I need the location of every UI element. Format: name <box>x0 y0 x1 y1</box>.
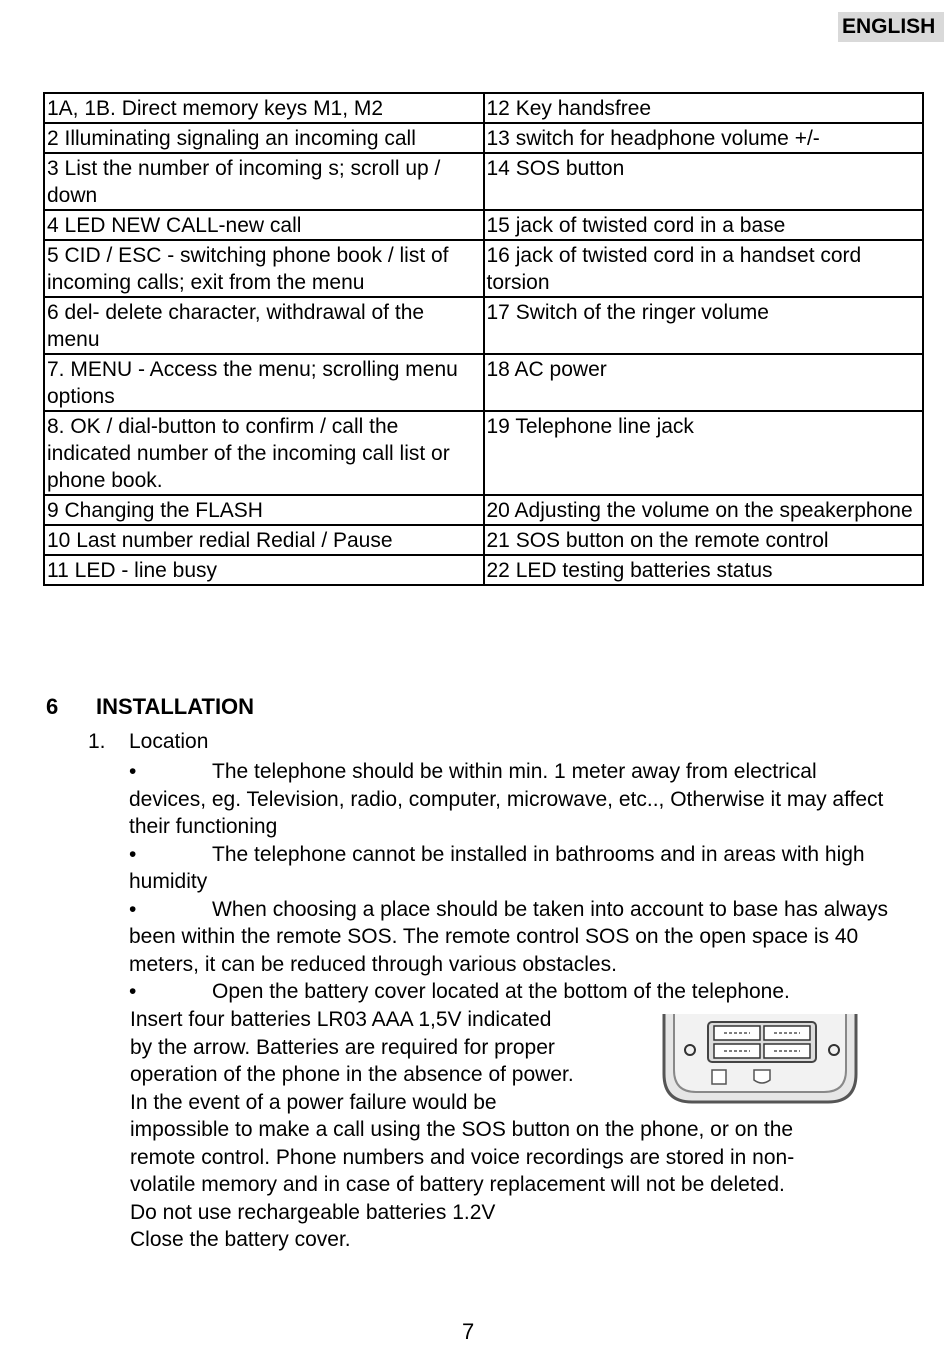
battery-line: by the arrow. Batteries are required for proper <box>130 1035 555 1059</box>
key-cell-right: 13 switch for headphone volume +/- <box>484 123 924 153</box>
table-row <box>44 411 923 495</box>
bullet-text: The telephone should be within min. 1 meter away from electrical devices, eg. Television, radio, computer, microwave, etc.., Otherwise it may affect their functioning <box>129 760 884 838</box>
battery-line: Insert four batteries LR03 AAA 1,5V indicated <box>130 1008 552 1031</box>
table-row <box>44 123 923 153</box>
table-row <box>44 354 923 411</box>
key-cell-right: 19 Telephone line jack <box>484 411 924 495</box>
bullet-item <box>129 978 899 1006</box>
table-row <box>44 153 923 210</box>
bullet-text: The telephone cannot be installed in bathrooms and in areas with high humidity <box>129 842 865 893</box>
item-number: 1. <box>88 730 106 753</box>
language-label: ENGLISH <box>838 12 944 42</box>
key-cell-left: 11 LED - line busy <box>44 555 484 585</box>
key-cell-right: 12 Key handsfree <box>484 93 924 123</box>
battery-compartment-image <box>658 1012 862 1104</box>
section-number: 6 <box>46 694 59 719</box>
bullet-item <box>129 841 899 896</box>
bullet-icon: • <box>129 842 137 866</box>
bullet-icon: • <box>129 760 137 783</box>
key-cell-right: 22 LED testing batteries status <box>484 555 924 585</box>
battery-line: Do not use rechargeable batteries 1.2V <box>130 1200 496 1224</box>
key-description-table <box>43 92 924 586</box>
key-cell-left: 4 LED NEW CALL-new call <box>44 210 484 240</box>
bullet-icon: • <box>129 897 137 921</box>
table-row <box>44 495 923 525</box>
section-title: INSTALLATION <box>96 694 255 719</box>
key-cell-right: 17 Switch of the ringer volume <box>484 297 924 354</box>
bullet-item <box>129 896 899 979</box>
table-row <box>44 93 923 123</box>
key-cell-left: 1A, 1B. Direct memory keys M1, M2 <box>44 93 484 123</box>
key-cell-left: 5 CID / ESC - switching phone book / list of incoming calls; exit from the menu <box>44 240 484 297</box>
key-cell-left: 10 Last number redial Redial / Pause <box>44 525 484 555</box>
bullet-list <box>129 758 899 1006</box>
key-cell-left: 9 Changing the FLASH <box>44 495 484 525</box>
battery-line: operation of the phone in the absence of power. <box>130 1063 574 1086</box>
item-title: Location <box>129 730 209 753</box>
key-cell-right: 20 Adjusting the volume on the speakerphone <box>484 495 924 525</box>
table-row <box>44 297 923 354</box>
key-cell-left: 3 List the number of incoming s; scroll up / down <box>44 153 484 210</box>
table-row <box>44 210 923 240</box>
key-cell-right: 15 jack of twisted cord in a base <box>484 210 924 240</box>
battery-line: volatile memory and in case of battery replacement will not be deleted. <box>130 1173 785 1196</box>
page-number: 7 <box>462 1319 475 1344</box>
key-cell-left: 7. MENU - Access the menu; scrolling menu options <box>44 354 484 411</box>
battery-line: In the event of a power failure would be <box>130 1090 497 1114</box>
key-cell-left: 2 Illuminating signaling an incoming call <box>44 123 484 153</box>
battery-line: remote control. Phone numbers and voice recordings are stored in non- <box>130 1145 795 1169</box>
key-cell-right: 14 SOS button <box>484 153 924 210</box>
key-cell-right: 18 AC power <box>484 354 924 411</box>
key-cell-right: 21 SOS button on the remote control <box>484 525 924 555</box>
battery-line: impossible to make a call using the SOS button on the phone, or on the <box>130 1118 794 1141</box>
bullet-text: Open the battery cover located at the bottom of the telephone. <box>212 980 790 1003</box>
table-row <box>44 240 923 297</box>
list-item-location <box>88 730 208 754</box>
bullet-text: When choosing a place should be taken into account to base has always been within the remote SOS. The remote control SOS on the open space is 40 meters, it can be reduced through various obstacles. <box>129 897 888 976</box>
key-cell-left: 8. OK / dial-button to confirm / call the indicated number of the incoming call list or phone book. <box>44 411 484 495</box>
key-cell-left: 6 del- delete character, withdrawal of the menu <box>44 297 484 354</box>
bullet-icon: • <box>129 980 137 1003</box>
key-cell-right: 16 jack of twisted cord in a handset cord torsion <box>484 240 924 297</box>
bullet-item <box>129 758 899 841</box>
section-heading <box>46 694 254 720</box>
battery-line: Close the battery cover. <box>130 1228 351 1251</box>
table-row <box>44 555 923 585</box>
table-row <box>44 525 923 555</box>
